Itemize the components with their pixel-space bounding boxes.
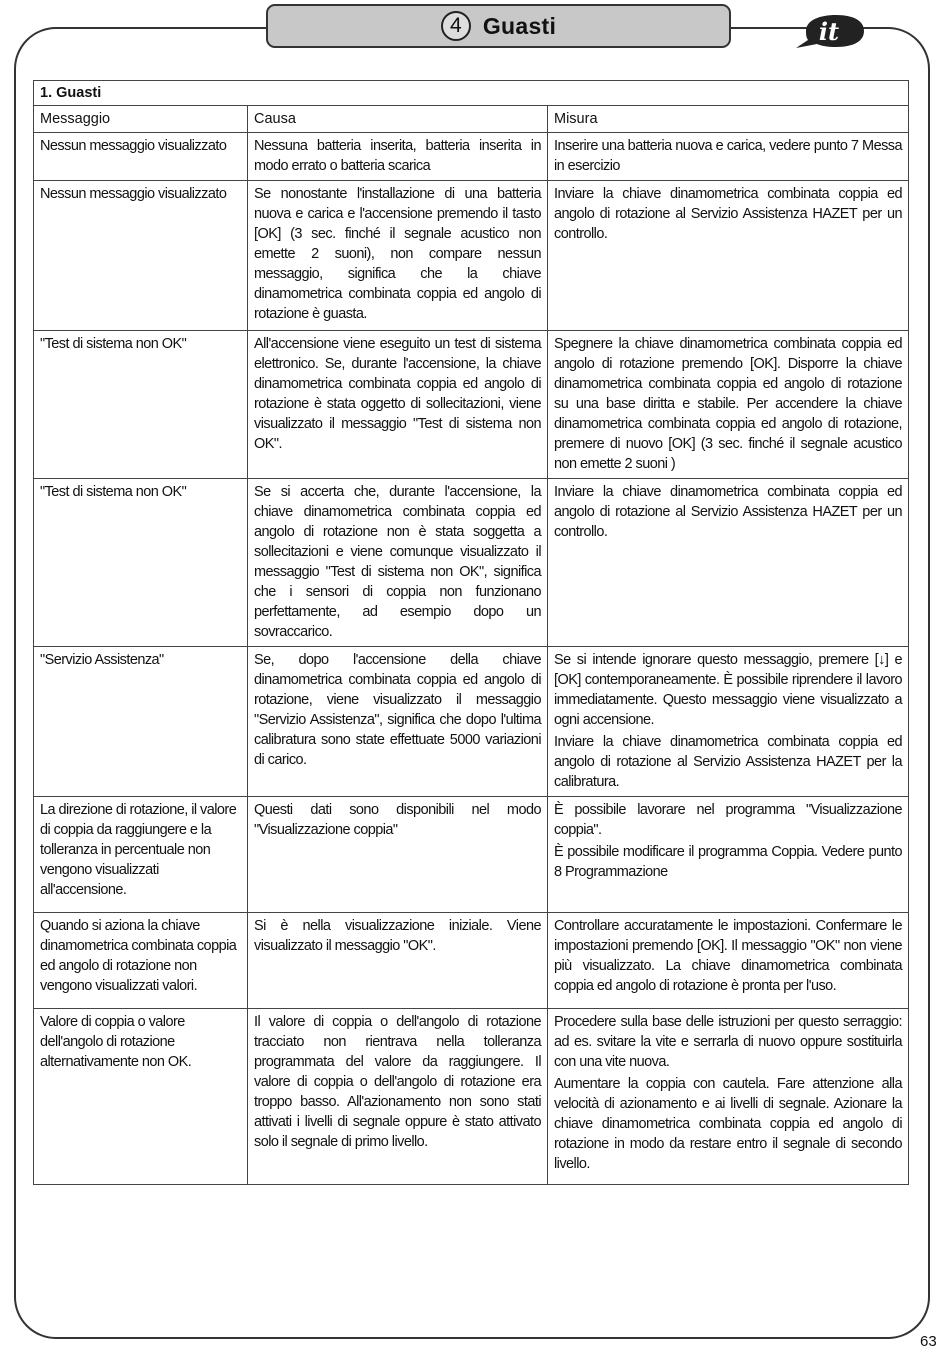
column-header-message: Messaggio: [34, 106, 248, 133]
table-row: [34, 479, 909, 647]
remedy-paragraph: Procedere sulla base delle istruzioni per questo serraggio: ad es. svitare la vite e serrarla di nuovo oppure sostituirla con una vite nuova.: [554, 1014, 902, 1070]
remedy-cell: [548, 331, 909, 479]
language-badge: [792, 13, 866, 49]
remedy-cell: [548, 1009, 909, 1185]
remedy-paragraph: È possibile modificare il programma Coppia. Vedere punto 8 Programmazione: [554, 844, 902, 880]
message-cell: Nessun messaggio visualizzato: [34, 181, 248, 331]
cause-cell: [248, 133, 548, 181]
remedy-paragraph: Controllare accuratamente le impostazioni. Confermare le impostazioni premendo [OK]. Il messaggio "OK" non viene più visualizzato. La chiave dinamometrica combinata coppia ed angolo di rotazione è pronta per l'uso.: [554, 918, 902, 994]
cause-cell: [248, 913, 548, 1009]
remedy-cell: [548, 797, 909, 913]
cause-cell: [248, 181, 548, 331]
remedy-paragraph: Inserire una batteria nuova e carica, vedere punto 7 Messa in esercizio: [554, 138, 902, 174]
remedy-cell: [548, 133, 909, 181]
remedy-paragraph: Inviare la chiave dinamometrica combinata coppia ed angolo di rotazione al Servizio Assistenza HAZET per la calibratura.: [554, 734, 902, 790]
table-row: [34, 331, 909, 479]
cause-cell: [248, 331, 548, 479]
cause-cell: [248, 797, 548, 913]
cause-paragraph: Si è nella visualizzazione iniziale. Viene visualizzato il messaggio "OK".: [254, 918, 541, 954]
message-cell: "Servizio Assistenza": [34, 647, 248, 797]
remedy-cell: [548, 479, 909, 647]
chapter-title: Guasti: [482, 12, 557, 39]
remedy-cell: [548, 181, 909, 331]
column-header-remedy: Misura: [548, 106, 909, 133]
remedy-paragraph: Se si intende ignorare questo messaggio, premere [↓] e [OK] contemporaneamente. È possibile riprendere il lavoro immediatamente. Questo messaggio viene visualizzato a ogni accensione.: [554, 652, 902, 728]
message-cell: Nessun messaggio visualizzato: [34, 133, 248, 181]
table-row: [34, 797, 909, 913]
table-row: [34, 133, 909, 181]
remedy-cell: [548, 647, 909, 797]
cause-cell: [248, 1009, 548, 1185]
cause-paragraph: Nessuna batteria inserita, batteria inserita in modo errato o batteria scarica: [254, 138, 541, 174]
language-code: it: [818, 16, 840, 46]
message-cell: Valore di coppia o valore dell'angolo di rotazione alternativamente non OK.: [34, 1009, 248, 1185]
page-number: 63: [920, 1333, 937, 1350]
table-row: [34, 647, 909, 797]
remedy-paragraph: È possibile lavorare nel programma "Visualizzazione coppia".: [554, 802, 902, 838]
message-cell: La direzione di rotazione, il valore di coppia da raggiungere e la tolleranza in percentuale non vengono visualizzati all'accensione.: [34, 797, 248, 913]
cause-paragraph: Se si accerta che, durante l'accensione, la chiave dinamometrica combinata coppia ed angolo di rotazione non è stata soggetta a sollecitazioni e viene comunque visualizzato il messaggio "Test di sistema non OK", significa che i sensori di coppia non funzionano perfettamente, ad esempio dopo un sovraccarico.: [254, 484, 541, 640]
cause-paragraph: All'accensione viene eseguito un test di sistema elettronico. Se, durante l'accensione, la chiave dinamometrica combinata coppia ed angolo di rotazione è stata oggetto di sollecitazioni, viene visualizzato il messaggio "Test di sistema non OK".: [254, 336, 541, 452]
remedy-paragraph: Spegnere la chiave dinamometrica combinata coppia ed angolo di rotazione premendo [OK]. Disporre la chiave dinamometrica combinata coppia ed angolo di rotazione su una base diritta e stabile. Per accendere la chiave dinamometrica combinata coppia ed angolo di rotazione, premere di nuovo [OK] (3 sec. finché il segnale acustico non emette 2 suoni ): [554, 336, 902, 472]
cause-paragraph: Questi dati sono disponibili nel modo "Visualizzazione coppia": [254, 802, 541, 838]
cause-cell: [248, 647, 548, 797]
cause-paragraph: Il valore di coppia o dell'angolo di rotazione tracciato non rientrava nella tolleranza programmata del valore da raggiungere. Il valore di coppia o dell'angolo di rotazione era troppo basso. All'azionamento non sono stati attivati i livelli di segnale oppure è stato attivato solo il segnale di primo livello.: [254, 1014, 541, 1150]
table-row: [34, 913, 909, 1009]
column-header-row: [34, 106, 909, 133]
remedy-paragraph: Inviare la chiave dinamometrica combinata coppia ed angolo di rotazione al Servizio Assistenza HAZET per un controllo.: [554, 186, 902, 242]
section-title-row: [34, 81, 909, 106]
chapter-number-badge: 4: [441, 11, 471, 41]
cause-cell: [248, 479, 548, 647]
message-cell: "Test di sistema non OK": [34, 479, 248, 647]
cause-paragraph: Se nonostante l'installazione di una batteria nuova e carica e l'accensione premendo il tasto [OK] (3 sec. finché il segnale acustico non emette 2 suoni), non compare nessun messaggio, significa che la chiave dinamometrica combinata coppia ed angolo di rotazione è guasta.: [254, 186, 541, 322]
remedy-paragraph: Aumentare la coppia con cautela. Fare attenzione alla velocità di azionamento e ai livelli di segnale. Azionare la chiave dinamometrica combinata coppia ed angolo di rotazione in modo da restare entro il segnale di secondo livello.: [554, 1076, 902, 1172]
troubleshooting-table: [33, 80, 909, 1185]
table-row: [34, 181, 909, 331]
section-title: 1. Guasti: [34, 81, 909, 106]
message-cell: "Test di sistema non OK": [34, 331, 248, 479]
chapter-header: [266, 4, 731, 48]
table-row: [34, 1009, 909, 1185]
message-cell: Quando si aziona la chiave dinamometrica combinata coppia ed angolo di rotazione non vengono visualizzati valori.: [34, 913, 248, 1009]
remedy-cell: [548, 913, 909, 1009]
column-header-cause: Causa: [248, 106, 548, 133]
remedy-paragraph: Inviare la chiave dinamometrica combinata coppia ed angolo di rotazione al Servizio Assistenza HAZET per un controllo.: [554, 484, 902, 540]
cause-paragraph: Se, dopo l'accensione della chiave dinamometrica combinata coppia ed angolo di rotazione, viene visualizzato il messaggio "Servizio Assistenza", significa che dopo l'ultima calibratura sono state effettuate 5000 variazioni di carico.: [254, 652, 541, 768]
